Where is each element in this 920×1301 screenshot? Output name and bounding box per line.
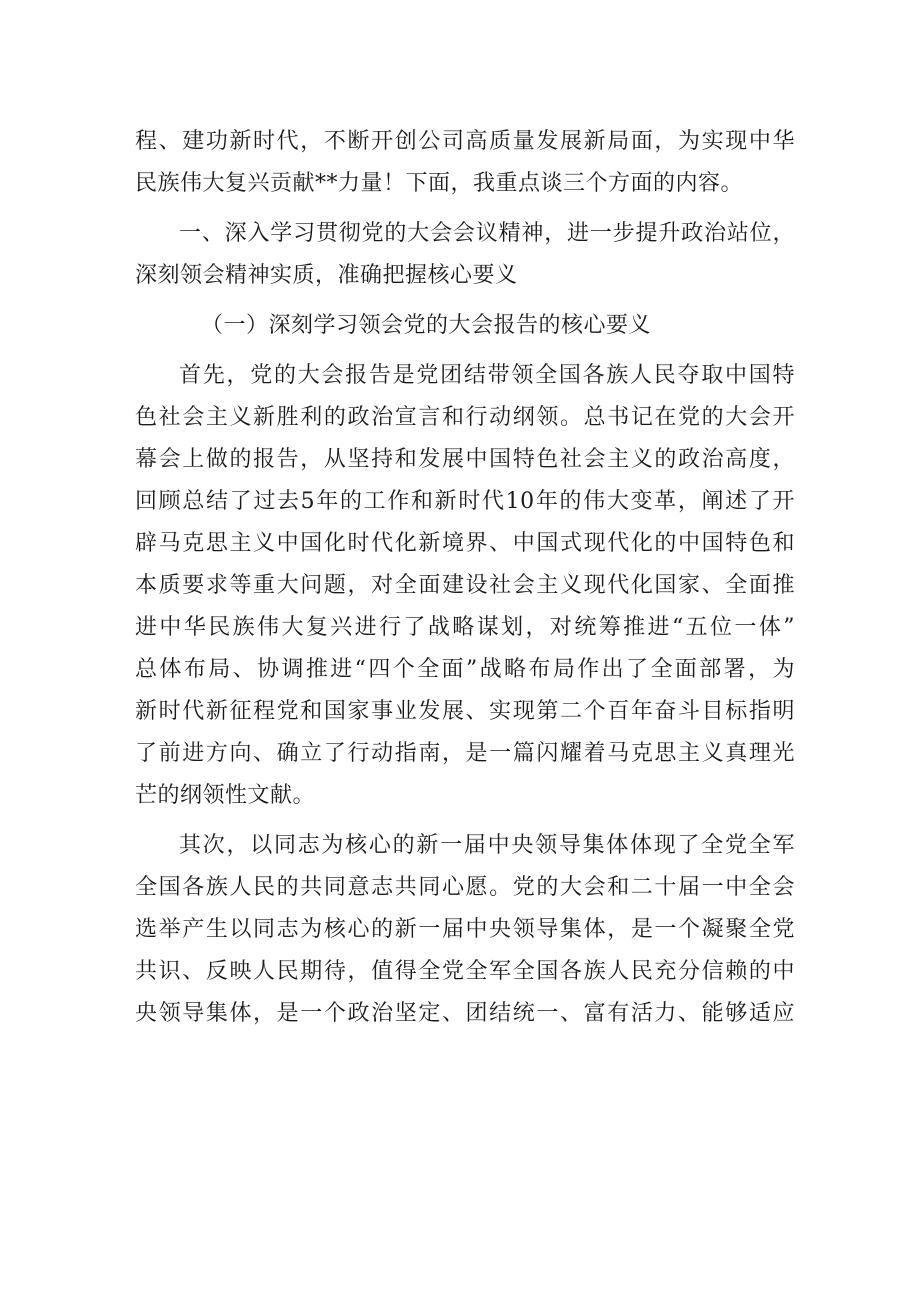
paragraph-line: 芒的纲领性文献。	[135, 783, 316, 808]
paragraph-line: 进中华民族伟大复兴进行了战略谋划，对统筹推进“五位一体”	[135, 615, 795, 640]
paragraph-line: 新时代新征程党和国家事业发展、实现第二个百年奋斗目标指明	[135, 699, 795, 724]
paragraph-line: 其次，以同志为核心的新一届中央领导集体体现了全党全军	[179, 833, 795, 858]
paragraph-line: 本质要求等重大问题，对全面建设社会主义现代化国家、全面推	[135, 573, 795, 598]
paragraph-line: 总体布局、协调推进“四个全面”战略布局作出了全面部署，为	[135, 657, 795, 682]
subsection-heading: （一）深刻学习领会党的大会报告的核心要义	[201, 313, 652, 338]
paragraph-line: 民族伟大复兴贡献**力量！下面，我重点谈三个方面的内容。	[135, 171, 744, 196]
paragraph-line: 色社会主义新胜利的政治宣言和行动纲领。总书记在党的大会开	[135, 405, 795, 430]
paragraph-line: 全国各族人民的共同意志共同心愿。党的大会和二十届一中全会	[135, 875, 795, 900]
paragraph-line: 程、建功新时代，不断开创公司高质量发展新局面，为实现中华	[135, 129, 795, 154]
paragraph-line: 央领导集体，是一个政治坚定、团结统一、富有活力、能够适应	[135, 1001, 795, 1026]
section-heading-line: 一、深入学习贯彻党的大会会议精神，进一步提升政治站位，	[179, 221, 795, 246]
paragraph-line: 共识、反映人民期待，值得全党全军全国各族人民充分信赖的中	[135, 959, 795, 984]
document-body	[135, 121, 795, 1035]
section-heading-line: 深刻领会精神实质，准确把握核心要义	[135, 263, 518, 288]
paragraph-line: 首先，党的大会报告是党团结带领全国各族人民夺取中国特	[179, 363, 795, 388]
paragraph-line: 辟马克思主义中国化时代化新境界、中国式现代化的中国特色和	[135, 531, 795, 556]
paragraph-line: 了前进方向、确立了行动指南，是一篇闪耀着马克思主义真理光	[135, 741, 795, 766]
paragraph-line: 选举产生以同志为核心的新一届中央领导集体，是一个凝聚全党	[135, 917, 795, 942]
paragraph-line: 幕会上做的报告，从坚持和发展中国特色社会主义的政治高度，	[135, 447, 795, 472]
paragraph-line: 回顾总结了过去5年的工作和新时代10年的伟大变革，阐述了开	[135, 489, 795, 514]
